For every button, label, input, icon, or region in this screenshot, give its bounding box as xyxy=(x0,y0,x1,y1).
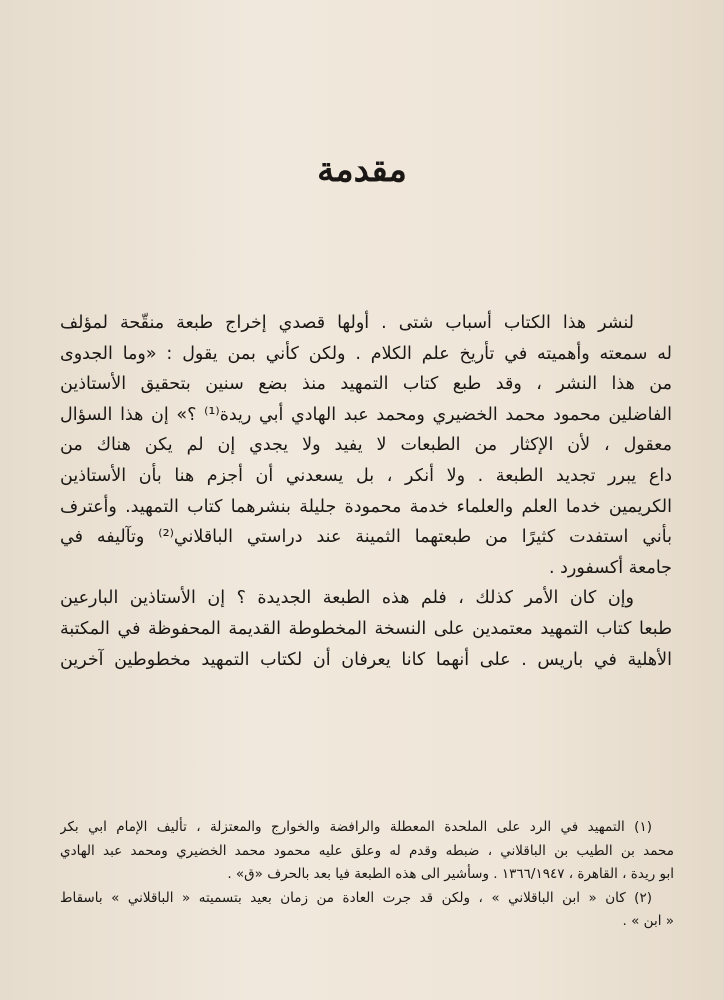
text-line: جامعة أكسفورد . xyxy=(549,557,672,578)
footnote-line: (١) التمهيد في الرد على الملحدة المعطلة والرافضة والخوارج والمعتزلة ، تأليف الإمام ابي بكر xyxy=(60,819,652,835)
text-line: من هذا النشر ، وقد طبع كتاب التمهيد منذ بضع سنين بتحقيق الأستاذين xyxy=(60,374,672,395)
text-line: الكريمين خدما العلم والعلماء خدمة محمودة جليلة بنشرهما كتاب التمهيد. وأعترف xyxy=(60,496,672,517)
main-text xyxy=(60,308,672,675)
text-line: له سمعته وأهميته في تأريخ علم الكلام . ولكن كأني بمن يقول : «وما الجدوى xyxy=(60,343,672,364)
footnote-line: (٢) كان « ابن الباقلاني » ، ولكن قد جرت العادة من زمان بعيد بتسميته « الباقلاني » باسقاط xyxy=(60,889,652,906)
text-line: داع يبرر تجديد الطبعة . ولا أنكر ، بل يسعدني أن أجزم هنا بأن الأستاذين xyxy=(60,465,672,486)
text-line: لنشر هذا الكتاب أسباب شتى . أولها قصدي إخراج طبعة منقّحة لمؤلف xyxy=(60,313,634,333)
footnote-line: ابو ريدة ، القاهرة ، ١٣٦٦/١٩٤٧ . وسأشير الى هذه الطبعة فيا بعد بالحرف «ق» . xyxy=(227,866,674,882)
text-line: طبعا كتاب التمهيد معتمدين على النسخة المخطوطة القديمة المحفوظة في المكتبة xyxy=(60,618,672,639)
text-line: بأني استفدت كثيرًا من طبعتهما الثمينة عند دراستي الباقلاني⁽²⁾ وتآليفه في xyxy=(60,527,672,548)
text-line: الأهلية في باريس . على أنهما كانا يعرفان أن لكتاب التمهيد مخطوطين آخرين xyxy=(60,649,672,670)
page-title: مقدمة xyxy=(317,150,407,190)
text-line: وإن كان الأمر كذلك ، فلم هذه الطبعة الجديدة ؟ إن الأستاذين البارعين xyxy=(60,588,634,609)
footnote-line: « ابن » . xyxy=(622,913,674,929)
text-line: معقول ، لأن الإكثار من الطبعات لا يفيد ولا يجدي إن لم يكن هناك من xyxy=(60,435,672,456)
text-line: الفاضلين محمود محمد الخضيري ومحمد عبد الهادي أبي ريدة⁽¹⁾ ؟» إن هذا السؤال xyxy=(60,404,672,425)
footnotes xyxy=(60,816,674,934)
footnote-line: محمد بن الطيب بن الباقلاني ، ضبطه وقدم له وعلق عليه محمود محمد الخضيري ومحمد عبد الهادي xyxy=(60,842,674,859)
